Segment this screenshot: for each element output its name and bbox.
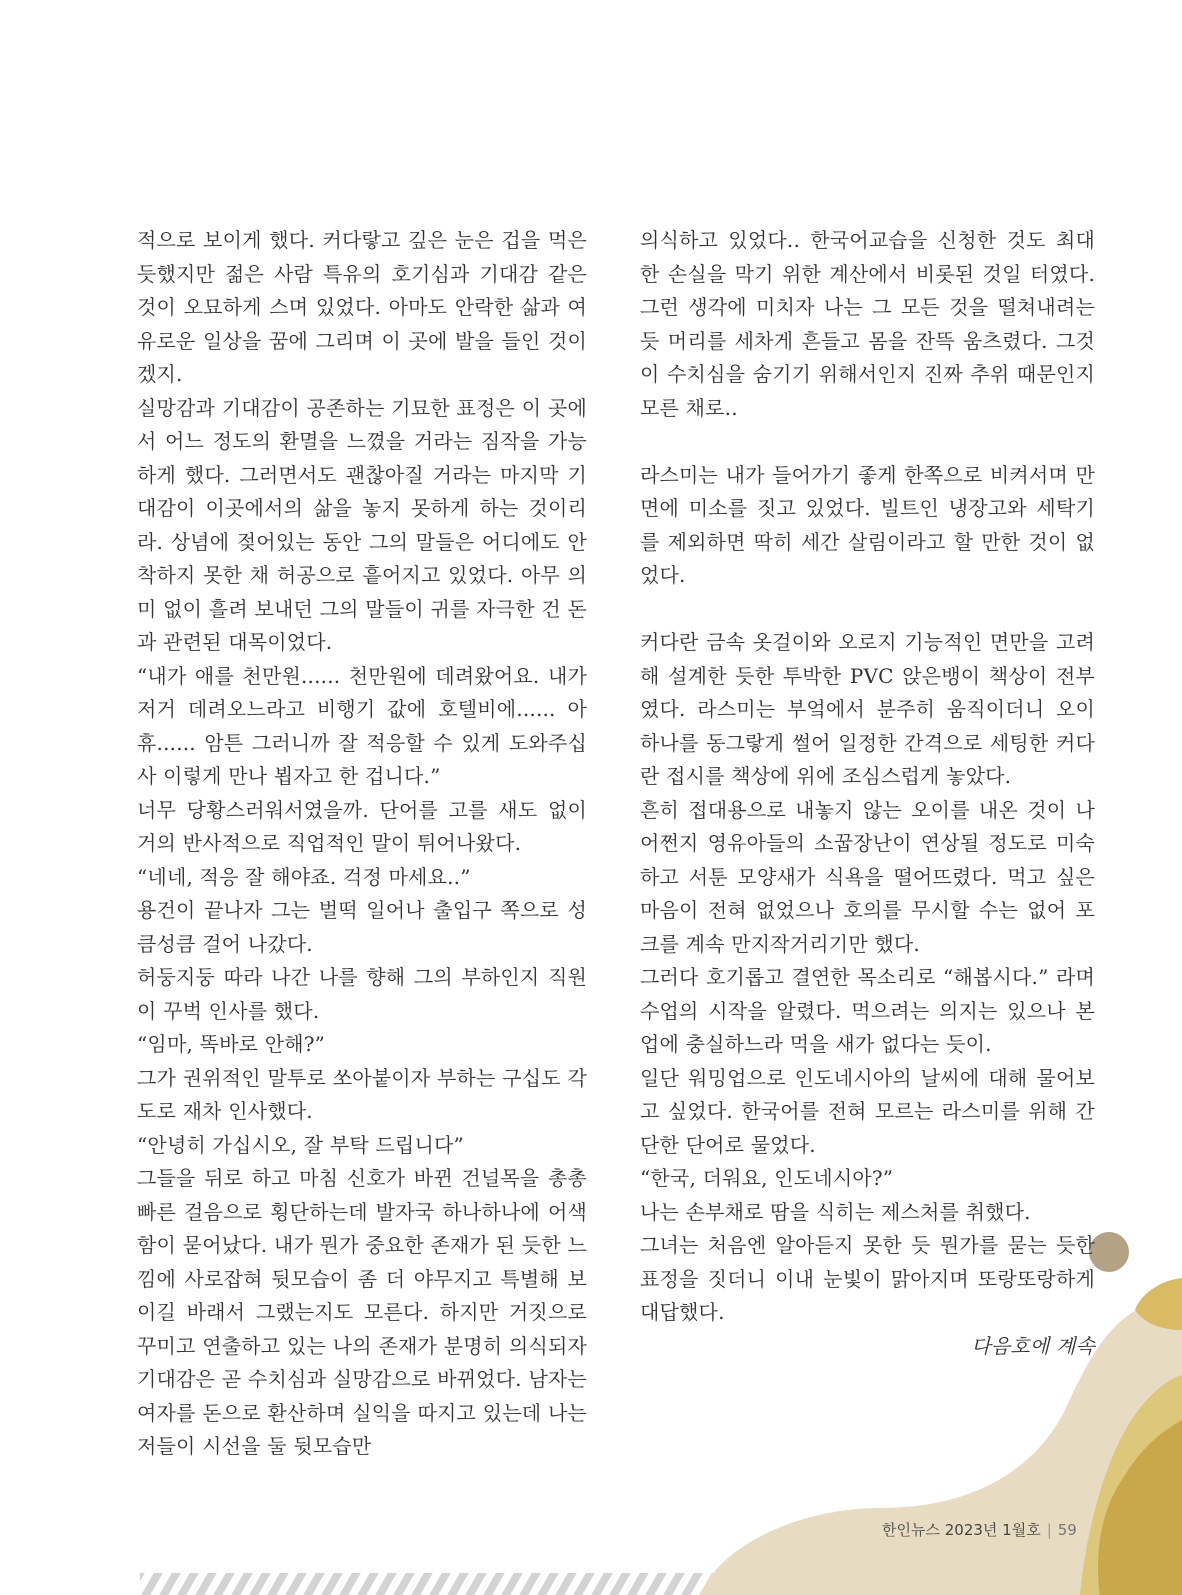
magazine-issue: 한인뉴스 2023년 1월호	[882, 1521, 1041, 1539]
taupe-dot	[1089, 1232, 1129, 1272]
paragraph: 허둥지둥 따라 나간 나를 향해 그의 부하인지 직원이 꾸벅 인사를 했다.	[137, 965, 587, 1023]
page-footer	[882, 1519, 1077, 1540]
right-text-column	[640, 224, 1095, 1363]
paragraph: 적으로 보이게 했다. 커다랗고 깊은 눈은 겁을 먹은 듯했지만 젊은 사람 특유의 호기심과 기대감 같은 것이 오묘하게 스며 있었다. 아마도 안락한 삶과 여유로운 일상을 꿈에 그리며 이 곳에 발을 들인 것이겠지.	[137, 228, 587, 386]
footer-separator: |	[1046, 1521, 1052, 1539]
paragraph: 흔히 접대용으로 내놓지 않는 오이를 내온 것이 나 어쩐지 영유아들의 소꿉장난이 연상될 정도로 미숙하고 서툰 모양새가 식욕을 떨어뜨렸다. 먹고 싶은 마음이 전혀 없었으나 호의를 무시할 수는 없어 포크를 계속 만지작거리기만 했다.	[640, 797, 1095, 956]
quote-paragraph: “임마, 똑바로 안해?”	[137, 1032, 326, 1056]
paragraph: 실망감과 기대감이 공존하는 기묘한 표정은 이 곳에서 어느 정도의 환멸을 느꼈을 거라는 짐작을 가능하게 했다. 그러면서도 괜찮아질 거라는 마지막 기대감이 이곳에서의 삶을 놓지 못하게 하는 것이리라. 상념에 젖어있는 동안 그의 말들은 어디에도 안착하지 못한 채 허공으로 흩어지고 있었다. 아무 의미 없이 흘려 보내던 그의 말들이 귀를 자극한 건 돈과 관련된 대목이었다.	[137, 395, 587, 654]
paragraph-gap	[640, 425, 1095, 459]
to-be-continued-label: 다음호에 계속	[971, 1333, 1095, 1358]
quote-paragraph: “내가 애를 천만원...... 천만원에 데려왔어요. 내가 저거 데려오느라고 비행기 값에 호텔비에...... 아휴...... 암튼 그러니까 잘 적응할 수 있게 도와주십사 이렇게 만나 뵙자고 한 겁니다.”	[137, 663, 587, 788]
paragraph: 나는 손부채로 땀을 식히는 제스처를 취했다.	[640, 1199, 1031, 1224]
paragraph: 용건이 끝나자 그는 벌떡 일어나 출입구 쪽으로 성큼성큼 걸어 나갔다.	[137, 898, 587, 956]
paragraph: 의식하고 있었다.. 한국어교습을 신청한 것도 최대한 손실을 막기 위한 계산에서 비롯된 것일 터였다. 그런 생각에 미치자 나는 그 모든 것을 떨쳐내려는 듯 머리를 세차게 흔들고 몸을 잔뜩 움츠렸다. 그것이 수치심을 숨기기 위해서인지 진짜 추위 때문인지 모른 채로..	[640, 228, 1095, 420]
quote-paragraph: “네네, 적응 잘 해야죠. 걱정 마세요..”	[137, 864, 471, 889]
paragraph-gap	[640, 593, 1095, 627]
quote-paragraph: “한국, 더워요, 인도네시아?”	[640, 1166, 894, 1190]
paragraph: 커다란 금속 옷걸이와 오로지 기능적인 면만을 고려해 설계한 듯한 투박한 PVC 앉은뱅이 책상이 전부였다. 라스미는 부엌에서 분주히 움직이더니 오이 하나를 동그랗게 썰어 일정한 간격으로 세팅한 커다란 접시를 책상에 위에 조심스럽게 놓았다.	[640, 630, 1095, 788]
paragraph: 너무 당황스러워서였을까. 단어를 고를 새도 없이 거의 반사적으로 직업적인 말이 튀어나왔다.	[137, 797, 587, 855]
paragraph: 그가 권위적인 말투로 쏘아붙이자 부하는 구십도 각도로 재차 인사했다.	[137, 1065, 587, 1123]
paragraph: 일단 워밍업으로 인도네시아의 날씨에 대해 물어보고 싶었다. 한국어를 전혀 모르는 라스미를 위해 간단한 단어로 물었다.	[640, 1065, 1095, 1157]
paragraph: 그들을 뒤로 하고 마침 신호가 바뀐 건널목을 총총 빠른 걸음으로 횡단하는데 발자국 하나하나에 어색함이 묻어났다. 내가 뭔가 중요한 존재가 된 듯한 느낌에 사로잡혀 뒷모습이 좀 더 야무지고 특별해 보이길 바래서 그랬는지도 모른다. 하지만 거짓으로 꾸미고 연출하고 있는 나의 존재가 분명히 의식되자 기대감은 곧 수치심과 실망감으로 바뀌었다. 남자는 여자를 돈으로 환산하며 실익을 따지고 있는데 나는 저들이 시선을 둘 뒷모습만	[137, 1166, 587, 1458]
page-number: 59	[1057, 1521, 1077, 1539]
left-text-column	[137, 224, 587, 1464]
paragraph: 라스미는 내가 들어가기 좋게 한쪽으로 비켜서며 만면에 미소를 짓고 있었다. 빌트인 냉장고와 세탁기를 제외하면 딱히 세간 살림이라고 할 만한 것이 없었다.	[640, 462, 1095, 587]
paragraph: 그녀는 처음엔 알아듣지 못한 듯 뭔가를 묻는 듯한 표정을 짓더니 이내 눈빛이 맑아지며 또랑또랑하게 대답했다.	[640, 1233, 1095, 1324]
paragraph: 그러다 호기롭고 결연한 목소리로 “해봅시다.” 라며 수업의 시작을 알렸다. 먹으려는 의지는 있으나 본업에 충실하느라 먹을 새가 없다는 듯이.	[640, 965, 1095, 1056]
quote-paragraph: “안녕히 가십시오, 잘 부탁 드립니다”	[137, 1132, 464, 1157]
